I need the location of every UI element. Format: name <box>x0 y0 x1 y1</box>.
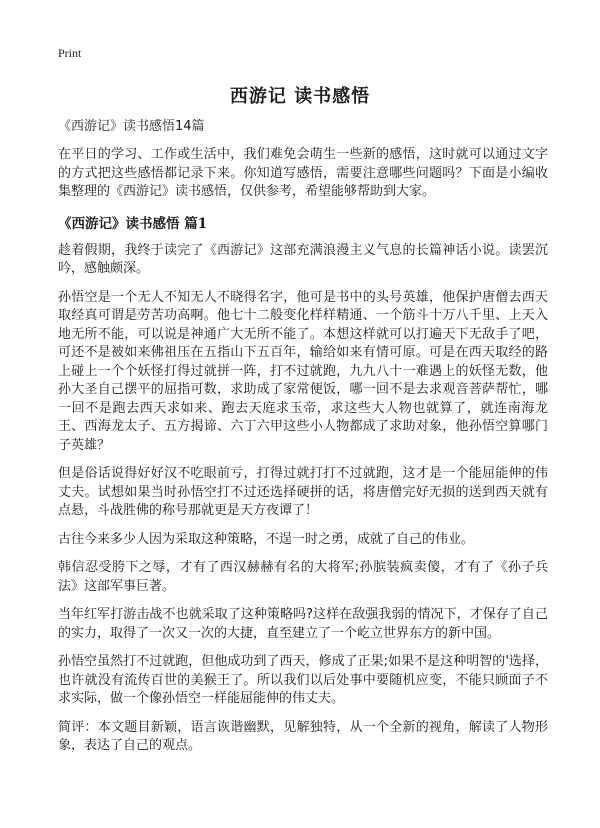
review-paragraph: 简评：本文题目新颖，语言诙谐幽默，见解独特，从一个全新的视角，解读了人物形象，表达了自己的观点。 <box>58 719 548 753</box>
paragraph-4: 古往今来多少人因为采取这种策略，不逞一时之勇，成就了自己的伟业。 <box>58 531 475 547</box>
document-body <box>58 118 548 766</box>
page-title: 西游记 读书感悟 <box>229 86 371 107</box>
document-subtitle: 《西游记》读书感悟14篇 <box>58 119 205 134</box>
paragraph-2: 孙悟空是一个无人不知无人不晓得名字，他可是书中的头号英雄，他保护唐僧去西天取经真可谓是劳苦功高啊。他七十二般变化样样精通、一个筋斗十万八千里、上天入地无所不能，可以说是神通广大无所不能了。本想这样就可以打遍天下无敌手了吧，可还不是被如来佛祖压在五指山下五百年，输给如来有情可原。可是在西天取经的路上碰上一个个妖怪打得过就拼一阵，打不过就跑，九九八十一难遇上的妖怪无数，他孙大圣自己摆平的屈指可数，求助成了家常便饭，哪一回不是去求观音菩萨帮忙，哪一回不是跑去西天求如来、跑去天庭求玉帝，求这些大人物也就算了，就连南海龙王、西海龙太子、五方揭谛、六丁六甲这些小人物都成了求助对象，他孙悟空算哪门子英雄？ <box>58 289 548 453</box>
intro-paragraph: 在平日的学习、工作或生活中，我们难免会萌生一些新的感悟，这时就可以通过文字的方式把这些感悟都记录下来。你知道写感悟，需要注意哪些问题吗？下面是小编收集整理的《西游记》读书感悟，仅供参考，希望能够帮助到大家。 <box>58 147 548 199</box>
paragraph-7: 孙悟空虽然打不过就跑，但他成功到了西天，修成了正果;如果不是这种明智的'选择，也许就没有流传百世的美猴王了。所以我们以后处事中要随机应变，不能只顾面子不求实际，做一个像孙悟空一样能屈能伸的伟丈夫。 <box>58 654 548 706</box>
paragraph-6: 当年红军打游击战不也就采取了这种策略吗?这样在敌强我弱的情况下，才保存了自己的实力，取得了一次又一次的大捷，直至建立了一个屹立世界东方的新中国。 <box>58 607 548 641</box>
paragraph-5: 韩信忍受胯下之辱，才有了西汉赫赫有名的大将军;孙膑装疯卖傻，才有了《孙子兵法》这部军事巨著。 <box>58 560 548 594</box>
section-heading: 《西游记》读书感悟 篇1 <box>58 215 208 232</box>
print-link[interactable]: Print <box>58 46 82 60</box>
paragraph-1: 趁着假期，我终于读完了《西游记》这部充满浪漫主义气息的长篇神话小说。读罢沉吟，感触颇深。 <box>58 242 548 276</box>
paragraph-3: 但是俗话说得好好汉不吃眼前亏，打得过就打打不过就跑，这才是一个能屈能伸的伟丈夫。试想如果当时孙悟空打不过还选择硬拼的话，将唐僧完好无损的送到西天就有点悬，斗战胜佛的称号那就更是天方夜谭了！ <box>58 466 548 518</box>
